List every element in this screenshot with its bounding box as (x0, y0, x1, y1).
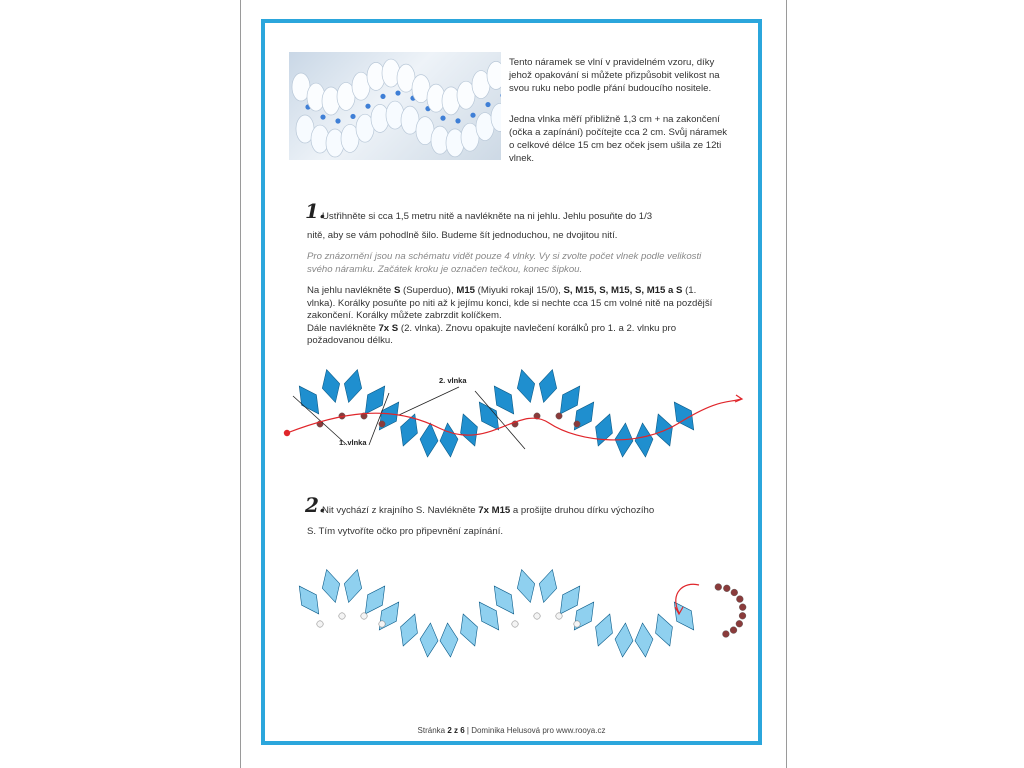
superduo-bead (292, 581, 326, 619)
loop-seed-bead (731, 589, 738, 596)
photo-blue-seed (470, 113, 475, 118)
step-1-instructions: Na jehlu navlékněte S (Superduo), M15 (Miyuki rokajl 15/0), S, M15, S, M15, S, M15 a S (1. vlnka). Korálky posuňte po niti až k jejímu konci, kde si nechte cca 15 cm volné nitě na pozdější zakončení. Korálky můžete zabrzdit kolíčkem. Dále navlékněte 7x S (2. vlnka). Znovu opakujte navlečení korálků pro 1. a 2. vlnku pro požadovanou délku. (307, 285, 713, 346)
step-1-line-1: Ustřihněte si cca 1,5 metru nitě a navlékněte na ni jehlu. Jehlu posuňte do 1/3 (322, 211, 653, 222)
seed-bead (556, 413, 562, 419)
bracelet-photo (289, 52, 501, 160)
document-page (261, 19, 762, 745)
superduo-bead (634, 622, 655, 657)
superduo-bead (650, 611, 679, 649)
intro-paragraph-2: Jedna vlnka měří přibližně 1,3 cm + na zakončení (očka a zapínání) počítejte cca 2 cm. Svůj náramek o celkové délce 15 cm bez oček jsem ušila ze 12ti vlnek. (509, 114, 728, 164)
intro-paragraph-1: Tento náramek se vlní v pravidelném vzoru, díky jehož opakování si můžete přizpůsobit velikost na svou ruku nebo podle přání budoucího nositele. (509, 57, 720, 94)
step-2-line-1: Nit vychází z krajního S. Navlékněte 7x M15 a prošijte druhou dírku výchozího (322, 505, 655, 516)
wave-1-label: 1. vlnka (339, 438, 367, 447)
superduo-bead (455, 611, 484, 649)
step-2-diagram (279, 563, 749, 683)
superduo-bead (513, 567, 539, 605)
superduo-bead (590, 611, 619, 649)
seed-bead (534, 613, 540, 619)
superduo-bead (439, 422, 460, 457)
superduo-bead (590, 411, 619, 449)
loop-seed-bead (739, 604, 746, 611)
superduo-bead (513, 367, 539, 405)
photo-blue-seed (485, 102, 490, 107)
loop-seed-bead (722, 631, 729, 638)
step-1-note: Pro znázornění jsou na schématu vidět pouze 4 vlnky. Vy si zvolte počet vlnek podle velikosti svého náramku. Začátek kroku je označen tečkou, konec šipkou. (307, 251, 702, 275)
photo-blue-seed (320, 114, 325, 119)
wave-2-pointer-line-2 (399, 387, 459, 415)
superduo-bead (419, 622, 440, 657)
step-1-line-2: nitě, aby se vám pohodlně šilo. Budeme šít jednoduchou, ne dvojitou nití. (307, 230, 618, 241)
superduo-bead (318, 367, 344, 405)
superduo-bead (634, 422, 655, 457)
superduo-bead (455, 411, 484, 449)
superduo-bead (650, 411, 679, 449)
photo-blue-seed (455, 118, 460, 123)
seed-bead (379, 421, 385, 427)
thread-start-dot (284, 430, 290, 436)
photo-blue-seed (350, 114, 355, 119)
superduo-bead (535, 367, 561, 405)
superduo-bead (395, 611, 424, 649)
wave-2-label: 2. vlnka (439, 376, 467, 385)
seed-bead (379, 621, 385, 627)
seed-bead (574, 621, 580, 627)
seed-bead (556, 613, 562, 619)
loop-seed-bead (715, 584, 722, 591)
seed-bead (574, 421, 580, 427)
loop-seed-bead (736, 596, 743, 603)
superduo-bead (614, 622, 635, 657)
superduo-bead (318, 567, 344, 605)
page-footer: Stránka 2 z 6 | Dominika Helusová pro www.rooya.cz (417, 726, 606, 735)
seed-bead (317, 621, 323, 627)
seed-bead (339, 613, 345, 619)
photo-blue-seed (365, 104, 370, 109)
step-2-number: 2. (305, 493, 326, 517)
superduo-bead (340, 567, 366, 605)
photo-blue-seed (395, 90, 400, 95)
photo-blue-seed (335, 118, 340, 123)
superduo-bead (439, 622, 460, 657)
loop-seed-bead (730, 627, 737, 634)
thread-path (287, 399, 741, 440)
step-1-number: 1. (305, 199, 326, 223)
loop-seed-bead (739, 612, 746, 619)
photo-blue-seed (440, 116, 445, 121)
loop-seed-bead (736, 620, 743, 627)
seed-bead (512, 621, 518, 627)
superduo-bead (340, 367, 366, 405)
thread-end-arrow (735, 395, 742, 402)
photo-blue-seed (500, 93, 501, 98)
superduo-bead (419, 422, 440, 457)
superduo-bead (535, 567, 561, 605)
seed-bead (361, 613, 367, 619)
step-2-line-2: S. Tím vytvoříte očko pro připevnění zapínání. (307, 526, 504, 537)
photo-blue-seed (380, 94, 385, 99)
loop-seed-bead (723, 585, 730, 592)
step-1-diagram (279, 363, 749, 473)
